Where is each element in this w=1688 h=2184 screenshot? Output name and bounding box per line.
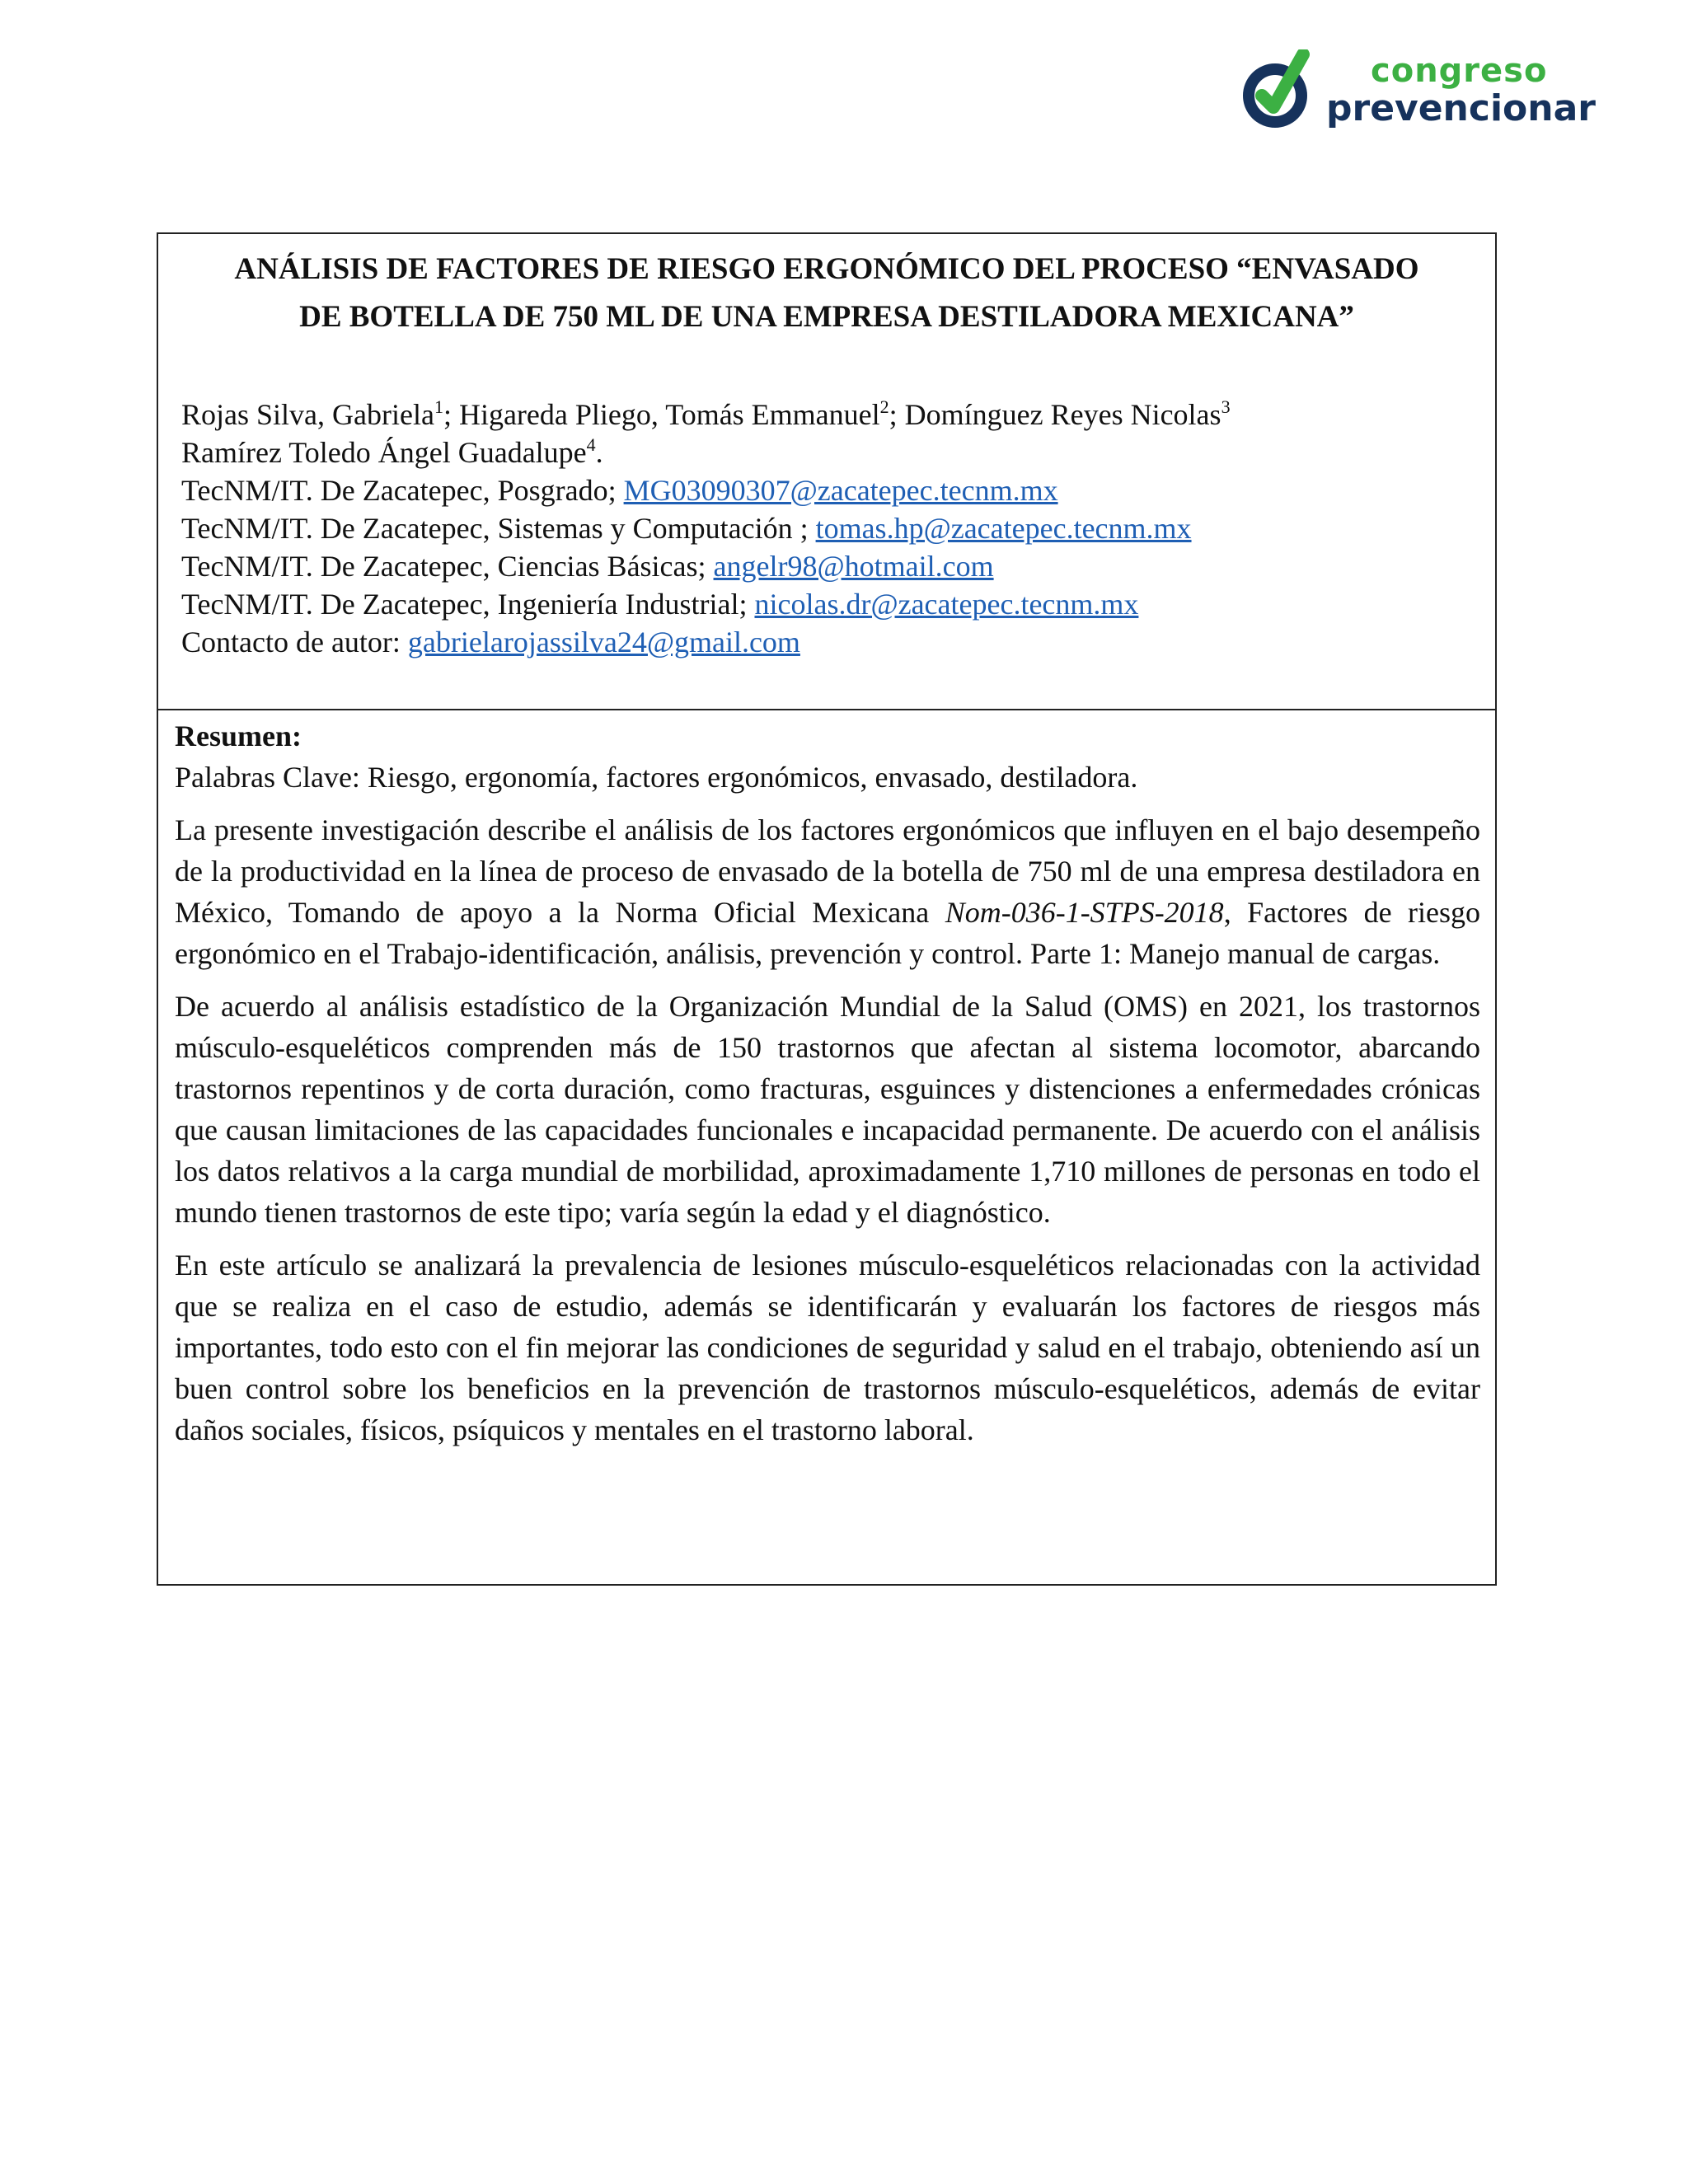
norm-reference: Nom-036-1-STPS-2018 xyxy=(945,896,1224,929)
email-link[interactable]: nicolas.dr@zacatepec.tecnm.mx xyxy=(754,588,1139,621)
author-1: Rojas Silva, Gabriela xyxy=(181,398,434,431)
affiliation-line xyxy=(181,547,1472,585)
contact-label: Contacto de autor: xyxy=(181,626,408,658)
paper-title xyxy=(158,246,1495,341)
author-3: ; Domínguez Reyes Nicolas xyxy=(889,398,1221,431)
abstract-paragraph-3: En este artículo se analizará la prevalencia de lesiones músculo-esqueléticos relacionadas con la actividad que se realiza en el caso de estudio, además se identificarán y evaluarán los factores de riesgos más importantes, todo esto con el fin mejorar las condiciones de seguridad y salud en el trabajo, obteniendo así un buen control sobre los beneficios en la prevención de trastornos músculo-esqueléticos, además de evitar daños sociales, físicos, psíquicos y mentales en el trastorno laboral. xyxy=(175,1249,1480,1446)
email-link[interactable]: MG03090307@zacatepec.tecnm.mx xyxy=(623,474,1058,507)
author-2: ; Higareda Pliego, Tomás Emmanuel xyxy=(443,398,880,431)
abstract-paragraph-2: De acuerdo al análisis estadístico de la Organización Mundial de la Salud (OMS) en 2021, los trastornos músculo-esqueléticos comprenden más de 150 trastornos que afectan al sistema locomotor, abarcando trastornos repentinos y de corta duración, como fracturas, esguinces y distenciones a enfermedades crónicas que causan limitaciones de las capacidades funcionales e incapacidad permanente. De acuerdo con el análisis los datos relativos a la carga mundial de morbilidad, aproximadamente 1,710 millones de personas en todo el mundo tienen trastornos de este tipo; varía según la edad y el diagnóstico. xyxy=(175,990,1480,1229)
abstract-box xyxy=(157,709,1497,1586)
affiliation-text: TecNM/IT. De Zacatepec, Sistemas y Computación ; xyxy=(181,512,816,545)
logo-line-congreso: congreso xyxy=(1371,52,1548,90)
author-4-end: . xyxy=(595,436,603,469)
author-4: Ramírez Toledo Ángel Guadalupe xyxy=(181,436,587,469)
affiliation-text: TecNM/IT. De Zacatepec, Ciencias Básicas; xyxy=(181,550,714,583)
author-line-1 xyxy=(181,396,1472,434)
paragraph-1-end: , Factores de riesgo ergonómico en el Trabajo-identificación, análisis, prevención y control. Parte 1: Manejo manual de cargas. xyxy=(175,896,1480,970)
check-circle-icon xyxy=(1240,49,1320,132)
abstract-heading: Resumen: xyxy=(175,719,302,752)
affiliation-text: TecNM/IT. De Zacatepec, Posgrado; xyxy=(181,474,624,507)
title-line-1: ANÁLISIS DE FACTORES DE RIESGO ERGONÓMICO DEL PROCESO “ENVASADO xyxy=(234,252,1419,286)
logo-wordmark xyxy=(1326,53,1596,129)
author-2-sup: 2 xyxy=(879,396,889,417)
email-link[interactable]: angelr98@hotmail.com xyxy=(713,550,994,583)
title-line-2: DE BOTELLA DE 750 ML DE UNA EMPRESA DESTILADORA MEXICANA” xyxy=(299,300,1354,334)
congreso-prevencionar-logo xyxy=(1240,43,1596,134)
abstract-section xyxy=(175,715,1480,1462)
author-block xyxy=(181,396,1472,661)
logo-line-prevencionar: prevencionar xyxy=(1326,87,1596,129)
affiliation-line xyxy=(181,585,1472,623)
author-4-sup: 4 xyxy=(586,434,596,455)
paragraph-1-start: La presente investigación describe el análisis de los factores ergonómicos que influyen en el bajo desempeño de la productividad en la línea de proceso de envasado de la botella de 750 ml de una empresa destiladora en México, Tomando de apoyo a la Norma Oficial Mexicana xyxy=(175,813,1480,929)
affiliation-line xyxy=(181,509,1472,547)
contact-email-link[interactable]: gabrielarojassilva24@gmail.com xyxy=(407,626,800,658)
abstract-paragraph-1 xyxy=(175,809,1480,974)
author-1-sup: 1 xyxy=(434,396,443,417)
keywords: Palabras Clave: Riesgo, ergonomía, factores ergonómicos, envasado, destiladora. xyxy=(175,761,1138,794)
contact-line xyxy=(181,623,1472,661)
header-box xyxy=(157,232,1497,710)
affiliation-text: TecNM/IT. De Zacatepec, Ingeniería Industrial; xyxy=(181,588,755,621)
author-3-sup: 3 xyxy=(1221,396,1231,417)
affiliation-line xyxy=(181,471,1472,509)
author-line-2 xyxy=(181,434,1472,471)
email-link[interactable]: tomas.hp@zacatepec.tecnm.mx xyxy=(815,512,1192,545)
